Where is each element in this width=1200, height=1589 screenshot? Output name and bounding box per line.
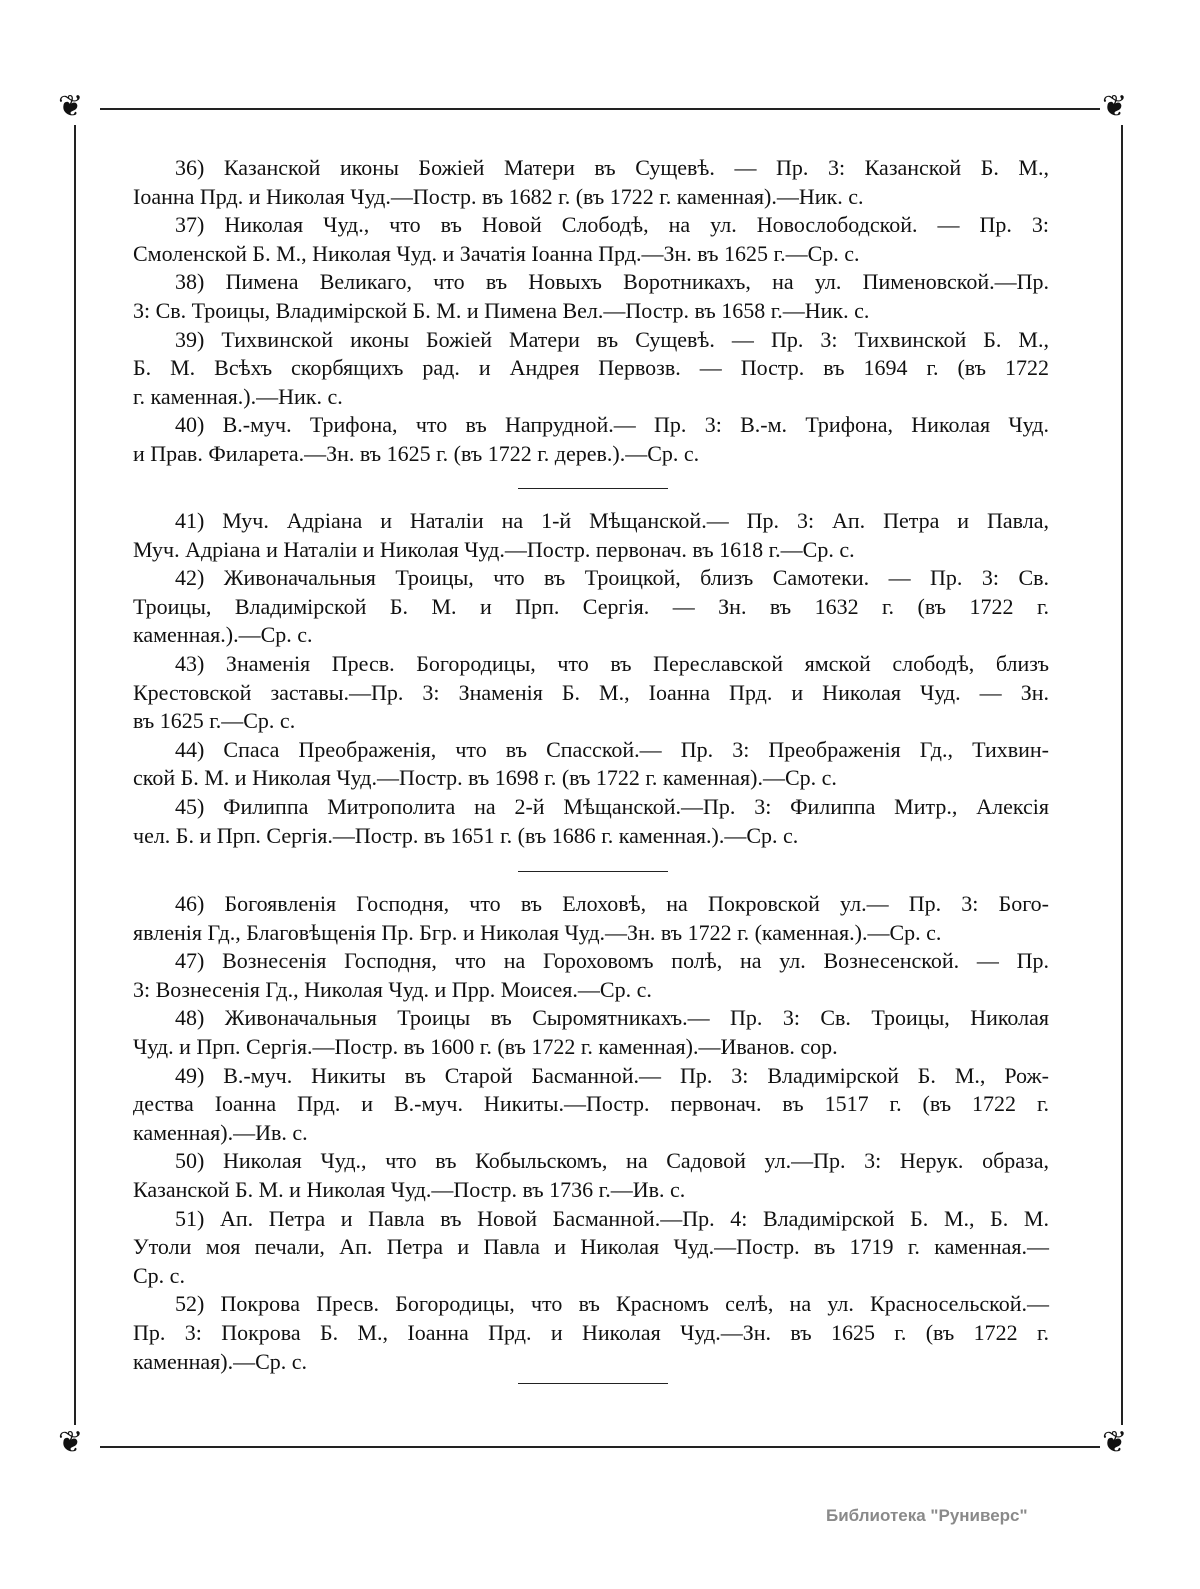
entry-paragraph: [133, 1062, 1049, 1148]
entry-line: въ 1625 г.—Ср. с.: [133, 708, 296, 734]
entry-line: 52) Покрова Пресв. Богородицы, что въ Красномъ селѣ, на ул. Красносельской.—: [175, 1291, 1049, 1317]
entry-line: 41) Муч. Адріана и Наталіи на 1-й Мѣщанской.— Пр. 3: Ап. Петра и Павла,: [175, 508, 1049, 533]
entry-paragraph: [133, 1205, 1049, 1291]
entry-line: каменная.).—Ср. с.: [133, 622, 313, 648]
entry-line: Казанской Б. М. и Николая Чуд.—Постр. въ 1736 г.—Ив. с.: [133, 1176, 686, 1202]
entry-line: 3: Св. Троицы, Владимірской Б. М. и Пимена Вел.—Постр. въ 1658 г.—Ник. с.: [133, 297, 870, 323]
ornament-top-right-icon: ❦: [1102, 90, 1128, 123]
ornament-bottom-right-icon: ❦: [1102, 1426, 1128, 1459]
entry-line: 50) Николая Чуд., что въ Кобыльскомъ, на Садовой ул.—Пр. 3: Нерук. образа,: [175, 1148, 1049, 1174]
text-block-1: [133, 154, 1049, 469]
entry-paragraph: [133, 1147, 1049, 1204]
text-block-3: [133, 890, 1049, 1376]
entry-paragraph: [133, 411, 1049, 468]
frame-right-border: [1121, 125, 1123, 1425]
entry-line: и Прав. Филарета.—Зн. въ 1625 г. (въ 1722 г. дерев.).—Ср. с.: [133, 440, 700, 466]
entry-line: 49) В.-муч. Никиты въ Старой Басманной.— Пр. 3: Владимірской Б. М., Рож-: [175, 1062, 1049, 1088]
entry-line: г. каменная.).—Ник. с.: [133, 383, 343, 409]
entry-line: 39) Тихвинской иконы Божіей Матери въ Сущевѣ. — Пр. 3: Тихвинской Б. М.,: [175, 326, 1049, 352]
entry-paragraph: [133, 564, 1049, 650]
frame-left-border: [74, 125, 76, 1425]
entry-paragraph: [133, 154, 1049, 211]
entry-line: 40) В.-муч. Трифона, что въ Напрудной.— Пр. 3: В.-м. Трифона, Николая Чуд.: [175, 412, 1049, 438]
entry-line: 47) Вознесенія Господня, что на Гороховомъ полѣ, на ул. Вознесенской. — Пр.: [175, 948, 1049, 974]
entry-paragraph: [133, 268, 1049, 325]
library-watermark: Библиотека "Руниверс": [826, 1506, 1028, 1525]
section-divider: [518, 871, 668, 872]
ornament-bottom-left-icon: ❦: [58, 1426, 84, 1459]
entry-line: 44) Спаса Преображенія, что въ Спасской.— Пр. 3: Преображенія Гд., Тихвин-: [175, 736, 1049, 762]
entry-paragraph: [133, 650, 1049, 736]
frame-bottom-border: [100, 1446, 1100, 1448]
text-block-2: [133, 507, 1049, 850]
entry-paragraph: [133, 211, 1049, 268]
frame-top-border: [100, 108, 1100, 110]
entry-line: 38) Пимена Великаго, что въ Новыхъ Воротникахъ, на ул. Пименовской.—Пр.: [175, 269, 1049, 295]
entry-paragraph: [133, 736, 1049, 793]
entry-line: Крестовской заставы.—Пр. 3: Знаменія Б. М., Іоанна Прд. и Николая Чуд. — Зн.: [133, 679, 1049, 705]
entry-paragraph: [133, 1004, 1049, 1061]
entry-line: 46) Богоявленія Господня, что въ Елоховѣ, на Покровской ул.— Пр. 3: Бого-: [175, 891, 1049, 916]
entry-paragraph: [133, 890, 1049, 947]
entry-paragraph: [133, 1290, 1049, 1376]
entry-line: Троицы, Владимірской Б. М. и Прп. Сергія. — Зн. въ 1632 г. (въ 1722 г.: [133, 593, 1049, 619]
entry-line: Утоли моя печали, Ап. Петра и Павла и Николая Чуд.—Постр. въ 1719 г. каменная.—: [133, 1234, 1049, 1260]
section-divider: [518, 488, 668, 489]
entry-line: каменная).—Ив. с.: [133, 1119, 308, 1145]
ornament-top-left-icon: ❦: [58, 90, 84, 123]
entry-line: ской Б. М. и Николая Чуд.—Постр. въ 1698 г. (въ 1722 г. каменная).—Ср. с.: [133, 765, 837, 791]
entry-line: 42) Живоначальныя Троицы, что въ Троицкой, близъ Самотеки. — Пр. 3: Св.: [175, 565, 1049, 591]
entry-line: Муч. Адріана и Наталіи и Николая Чуд.—Постр. первонач. въ 1618 г.—Ср. с.: [133, 536, 855, 562]
entry-line: Чуд. и Прп. Сергія.—Постр. въ 1600 г. (въ 1722 г. каменная).—Иванов. сор.: [133, 1033, 838, 1059]
entry-line: дества Іоанна Прд. и В.-муч. Никиты.—Постр. первонач. въ 1517 г. (въ 1722 г.: [133, 1091, 1049, 1117]
entry-line: Ср. с.: [133, 1262, 185, 1288]
entry-line: Пр. 3: Покрова Б. М., Іоанна Прд. и Николая Чуд.—Зн. въ 1625 г. (въ 1722 г.: [133, 1319, 1049, 1345]
entry-line: Іоанна Прд. и Николая Чуд.—Постр. въ 1682 г. (въ 1722 г. каменная).—Ник. с.: [133, 183, 864, 209]
section-divider: [518, 1383, 668, 1384]
entry-line: чел. Б. и Прп. Сергія.—Постр. въ 1651 г. (въ 1686 г. каменная.).—Ср. с.: [133, 822, 799, 848]
entry-line: явленія Гд., Благовѣщенія Пр. Бгр. и Николая Чуд.—Зн. въ 1722 г. (каменная.).—Ср. с.: [133, 919, 942, 945]
entry-line: Б. М. Всѣхъ скорбящихъ рад. и Андрея Первозв. — Постр. въ 1694 г. (въ 1722: [133, 355, 1049, 381]
entry-line: 51) Ап. Петра и Павла въ Новой Басманной.—Пр. 4: Владимірской Б. М., Б. М.: [175, 1205, 1049, 1231]
entry-paragraph: [133, 947, 1049, 1004]
entry-paragraph: [133, 326, 1049, 412]
entry-paragraph: [133, 793, 1049, 850]
entry-line: каменная).—Ср. с.: [133, 1348, 308, 1374]
entry-line: Смоленской Б. М., Николая Чуд. и Зачатія Іоанна Прд.—Зн. въ 1625 г.—Ср. с.: [133, 240, 860, 266]
entry-line: 36) Казанской иконы Божіей Матери въ Сущевѣ. — Пр. 3: Казанской Б. М.,: [175, 155, 1049, 180]
entry-paragraph: [133, 507, 1049, 564]
entry-line: 45) Филиппа Митрополита на 2-й Мѣщанской.—Пр. 3: Филиппа Митр., Алексія: [175, 793, 1049, 819]
entry-line: 3: Вознесенія Гд., Николая Чуд. и Прр. Моисея.—Ср. с.: [133, 976, 652, 1002]
entry-line: 43) Знаменія Пресв. Богородицы, что въ Переславской ямской слободѣ, близъ: [175, 650, 1049, 676]
entry-line: 48) Живоначальныя Троицы въ Сыромятникахъ.— Пр. 3: Св. Троицы, Николая: [175, 1005, 1049, 1031]
entry-line: 37) Николая Чуд., что въ Новой Слободѣ, на ул. Новослободской. — Пр. 3:: [175, 212, 1049, 238]
